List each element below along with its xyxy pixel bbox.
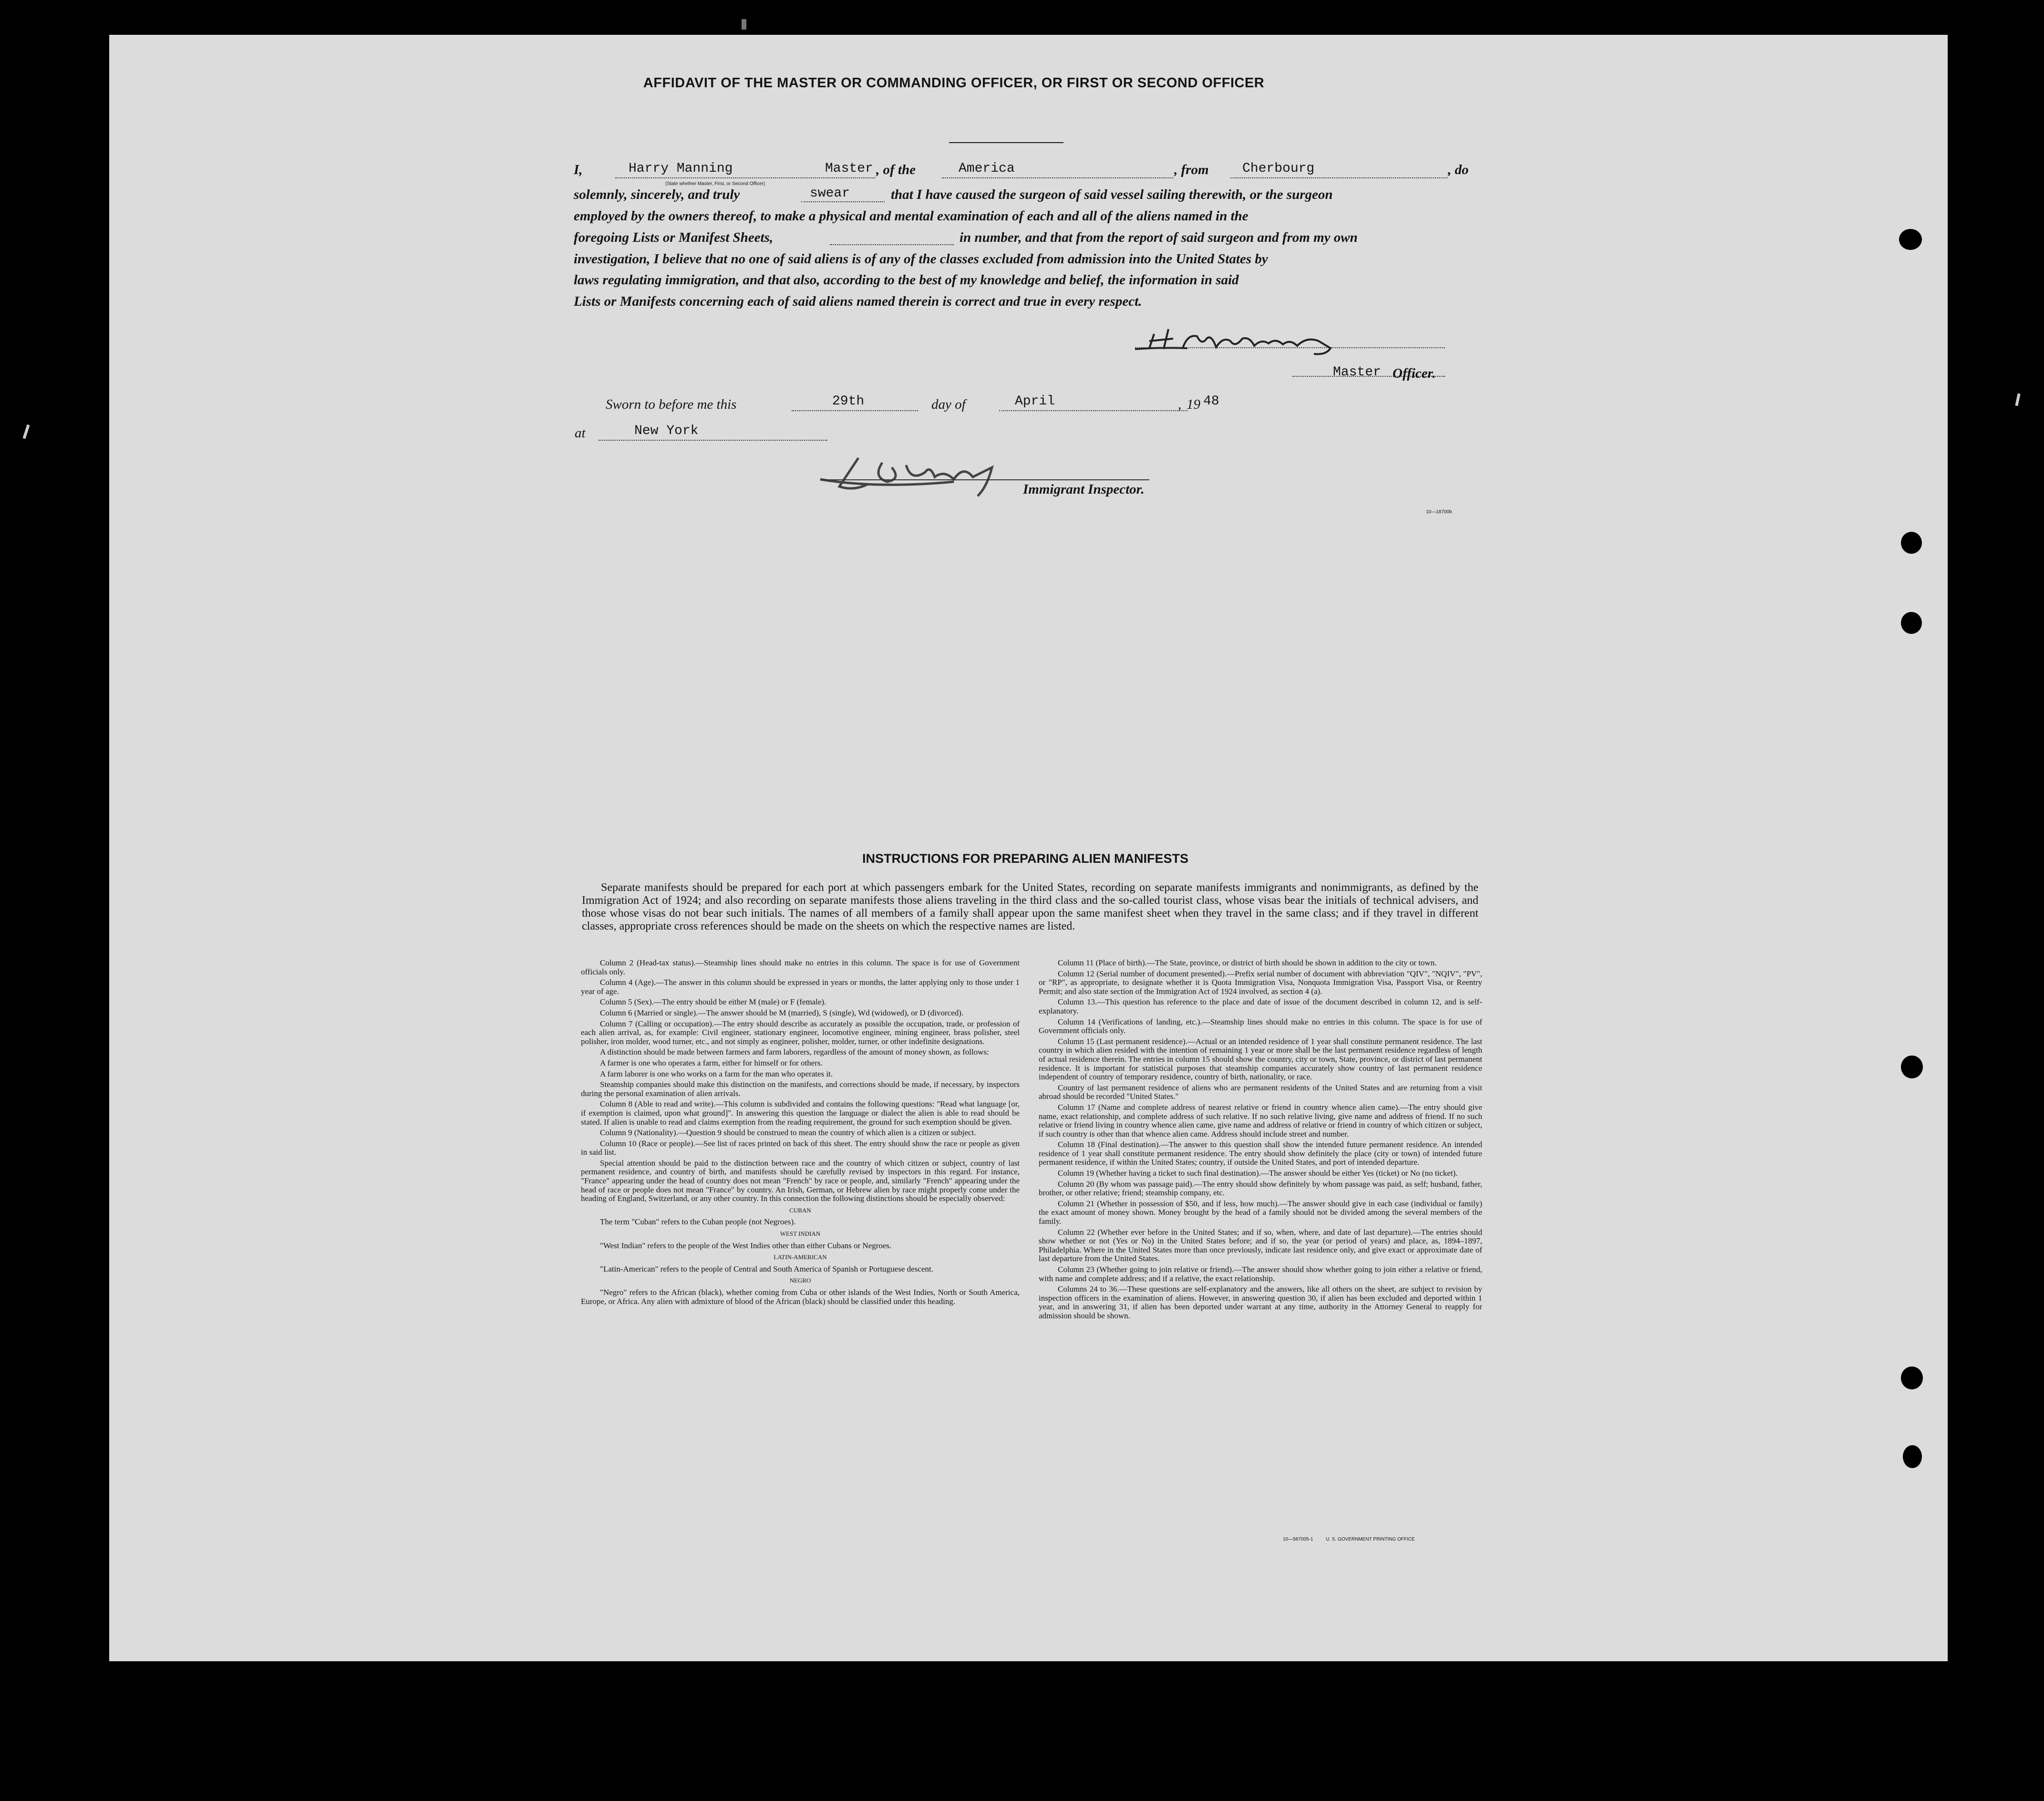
sworn-century: 19 [1187,397,1200,412]
instruction-col17: Column 17 (Name and complete address of nearest relative or friend in country whence alien came).—The entry should give name, exact relationship, and complete address of such relative. If no such relative living, give name and address of friend. If no such relative or friend living in country whence alien came, give name and address of relative or friend in country of which citizen or subject, if such country is other than that whence alien came. Address should include street and number. [1039,1102,1482,1139]
line2-prefix: solemnly, sincerely, and truly [574,187,740,202]
instruction-col19: Column 19 (Whether having a ticket to such final destination).—The answer should be either Yes (ticket) or No (no ticket). [1058,1169,1458,1178]
officer-title-field: Master [1333,365,1381,380]
port-field: Cherbourg [1242,161,1315,176]
instruction-col7: Column 7 (Calling or occupation).—The entry should describe as accurately as possible the occupation, trade, or profession of each alien arrival, as, for example: Civil engineer, stationary engineer, locomotive engineer, mining engineer, brass polisher, steel polisher, iron molder, wood turner, etc., and not simply as engineer, polisher, molder, turner, or other indefinite designations. [581,1019,1020,1046]
line4-rest: in number, and that from the report of said surgeon and from my own [960,230,1358,245]
latin-heading: LATIN-AMERICAN [774,1253,827,1261]
instruction-col14: Column 14 (Verifications of landing, etc.).—Steamship lines should make no entries in this column. The space is for use of Government officials only. [1039,1017,1482,1035]
west-indian-text: "West Indian" refers to the people of the West Indies other than either Cubans or Negroes. [600,1241,892,1250]
line4-prefix: foregoing Lists or Manifest Sheets, [574,230,774,245]
instruction-col4: Column 4 (Age).—The answer in this column should be expressed in years or months, the latter applying only to those under 1 year of age. [581,978,1020,996]
master-signature-line [1135,347,1445,348]
punch-hole [1899,229,1922,250]
scan-speck [23,424,30,439]
form-number: 10—18700b [1426,509,1452,515]
vessel-blank [942,177,1173,178]
instruction-col13: Column 13.—This question has reference to the place and date of issue of the document described in column 12, and is self-explanatory. [1039,997,1482,1015]
sworn-comma: , [1178,397,1182,412]
intro-text: Separate manifests should be prepared for each port at which passengers embark for the United States, recording on separate manifests immigrants and nonimmigrants, as defined by the Immigration Act of 1924; and also recording on separate manifests those aliens traveling in the third class and the so-called tourist class, whose visas bear the initials of technical advisers, and those whose visas do not bear such initials. The names of all members of a family shall appear upon the same manifest sheet when they travel in the same class; and if they travel in different classes, appropriate cross references should be made on the sheets on which the respective names are listed. [582,881,1478,932]
place-blank [599,440,827,441]
do-label: , do [1448,162,1469,177]
latin-text: "Latin-American" refers to the people of Central and South America of Spanish or Portuguese descent. [600,1264,933,1273]
sworn-month-field: April [1015,394,1055,409]
instructions-left-column [581,959,1020,1308]
instruction-col20: Column 20 (By whom was passage paid).—The entry should show definitely by whom passage was paid, as self; husband, father, brother, or other relative; friend; steamship company, etc. [1039,1179,1482,1198]
name-blank [615,177,875,178]
instruction-col18: Column 18 (Final destination).—The answer to this question shall show the intended future permanent residence. An intended residence of 1 year shall constitute permanent residence. The entry should show definitely the place (city or town) of intended future permanent residence, if within the United States; country, if outside the United States, and port of intended departure. [1039,1140,1482,1167]
punch-hole [1901,612,1922,634]
affidavit-line6: laws regulating immigration, and that also, according to the best of my knowledge and belief, the information in said [574,272,1239,288]
officer-suffix: Officer. [1393,366,1436,381]
instruction-col22: Column 22 (Whether ever before in the United States; and if so, when, where, and date of last departure).—The entries should show whether or not (Yes or No) in the United States before; and if so, the year (or period of years) and place, as, 1894–1897, Philadelphia. Where in the United States more than once previously, indicate last residence only, and give exact or approximate date of last departure from the United States. [1039,1227,1482,1263]
title-underline [949,142,1063,143]
west-indian-heading: WEST INDIAN [780,1230,821,1238]
from-label: , from [1174,162,1209,177]
cuban-heading: CUBAN [789,1206,811,1214]
instructions-intro [582,881,1478,933]
footer-printer: U. S. GOVERNMENT PRINTING OFFICE [1326,1537,1415,1542]
inspector-label: Immigrant Inspector. [1023,482,1145,497]
instruction-col12: Column 12 (Serial number of document presented).—Prefix serial number of document with abbreviation "QIV", "NQIV", "PV", or "RP", as appropriate, to designate whether it is Quota Immigration Visa, Nonquota Immigration Visa, Passport Visa, or Reentry Permit; and also state section of the Immigration Act of 1924 involved, as section 4 (a). [1039,969,1482,996]
instruction-col24-36: Columns 24 to 36.—These questions are self-explanatory and the answers, like all others on the sheet, are subject to revision by inspection officers in the examination of aliens. However, in answering question 30, if alien has been excluded and deported within 1 year, and in answering 31, if alien has been deported under warrant at any time, authority in the Attorney General to reapply for admission should be shown. [1039,1284,1482,1320]
instruction-col6: Column 6 (Married or single).—The answer should be M (married), S (single), Wd (widowed), or D (divorced). [600,1008,964,1017]
instruction-col2: Column 2 (Head-tax status).—Steamship lines should make no entries in this column. The space is for use of Government officials only. [581,958,1020,976]
at-label: at [575,425,586,441]
instruction-col5: Column 5 (Sex).—The entry should be either M (male) or F (female). [600,997,826,1007]
instruction-residence-note: Country of last permanent residence of aliens who are permanent residents of the United States and are returning from a visit abroad should be recorded "United States." [1039,1083,1482,1101]
instruction-farmer: A farmer is one who operates a farm, either for himself or for others. [600,1058,823,1067]
sworn-year-field: 48 [1203,394,1219,409]
rank-note: (State whether Master, First, or Second Officer) [665,181,765,186]
line1-prefix: I, [574,162,583,177]
scan-speck [2015,393,2020,406]
month-blank [999,410,1187,411]
master-signature [1130,320,1388,358]
instruction-steamship: Steamship companies should make this distinction on the manifests, and corrections should be made, if necessary, by inspectors during the personal examination of alien arrivals. [581,1080,1020,1098]
port-blank [1230,177,1447,178]
day-blank [792,410,918,411]
punch-hole [1901,1366,1923,1389]
instruction-col21: Column 21 (Whether in possession of $50, and if less, how much).—The answer should give in each case (individual or family) the exact amount of money shown. Money brought by the head of a family should not be divided among the several members of the family. [1039,1199,1482,1226]
affidavit-title: AFFIDAVIT OF THE MASTER OR COMMANDING OFFICER, OR FIRST OR SECOND OFFICER [643,75,1265,91]
day-of-label: day of [931,397,966,412]
inspector-signature-line [820,479,1149,480]
affidavit-line5: investigation, I believe that no one of said aliens is of any of the classes excluded from admission into the United States by [574,251,1268,267]
instruction-col9: Column 9 (Nationality).—Question 9 should be construed to mean the country of which alien is a citizen or subject. [600,1128,976,1138]
sworn-day-field: 29th [832,394,865,409]
affidavit-line7: Lists or Manifests concerning each of said aliens named therein is correct and true in every respect. [574,294,1142,309]
line2-rest: that I have caused the surgeon of said vessel sailing therewith, or the surgeon [891,187,1333,202]
instruction-col23: Column 23 (Whether going to join relative or friend).—The answer should show whether going to join either a relative or friend, with name and complete address; and if a relative, the exact relationship. [1039,1265,1482,1283]
instruction-col11: Column 11 (Place of birth).—The State, province, or district of birth should be shown in addition to the city or town. [1058,958,1437,967]
cuban-text: The term "Cuban" refers to the Cuban people (not Negroes). [600,1217,796,1227]
oath-field: swear [810,186,850,201]
instruction-race-note: Special attention should be paid to the distinction between race and the country of which citizen or subject, country of last permanent residence, and country of birth, and manifests should be carefully revised by inspectors in this regard. For instance, "France" appearing under the head of country does not mean "French" by race or people, and, similarly "French" appearing under the head of race or people does not mean "France" by country. An Irish, German, or Hebrew alien by race might properly come under the heading of England, Switzerland, or any other country. In this connection the following distinctions should be especially observed: [581,1158,1020,1203]
footer-form-number: 10—587005-1 [1283,1537,1313,1542]
instruction-farm-laborer: A farm laborer is one who works on a farm for the man who operates it. [600,1069,833,1078]
place-field: New York [634,424,699,438]
punch-hole [1903,1445,1922,1468]
instructions-title: INSTRUCTIONS FOR PREPARING ALIEN MANIFESTS [862,851,1189,866]
instruction-col15: Column 15 (Last permanent residence).—Actual or an intended residence of 1 year shall constitute permanent residence. The last country in which alien resided with the intention of remaining 1 year or more shall be the last permanent residence regardless of length of actual residence therein. The entries in column 15 should show the country, city or town, State, province, or district of last permanent residence. It is important for statistical purposes that steamship companies accurately show country of last permanent residence independent of country of temporary residence, country of birth, nationality, or race. [1039,1036,1482,1082]
scan-speck [742,19,746,30]
affidavit-line3: employed by the owners thereof, to make a physical and mental examination of each and all of the aliens named in the [574,208,1249,224]
negro-text: "Negro" refers to the African (black), whether coming from Cuba or other islands of the West Indies, North or South America, Europe, or Africa. Any alien with admixture of blood of the African (black) should be classified under this heading. [581,1288,1020,1306]
punch-hole [1901,1056,1923,1078]
count-blank [830,244,954,245]
oath-blank [801,201,885,202]
officer-name-field: Harry Manning [629,161,733,176]
vessel-field: America [959,161,1015,176]
negro-heading: NEGRO [789,1277,811,1284]
of-the-label: , of the [876,162,916,177]
punch-hole [1901,532,1922,554]
instructions-right-column [1039,959,1482,1323]
instruction-col10: Column 10 (Race or people).—See list of races printed on back of this sheet. The entry should show the race or people as given in said list. [581,1139,1020,1157]
instruction-farm-distinction: A distinction should be made between farmers and farm laborers, regardless of the amount of money shown, as follows: [600,1047,989,1057]
sworn-prefix: Sworn to before me this [606,397,737,412]
rank-field: Master [825,161,873,176]
instruction-col8: Column 8 (Able to read and write).—This column is subdivided and contains the following questions: "Read what language [or, if exemption is claimed, upon what ground]". In answering this question the language or dialect the alien is able to read should be stated. If alien is unable to read and claims exemption from the reading requirement, the ground for such exemption should be given. [581,1099,1020,1127]
